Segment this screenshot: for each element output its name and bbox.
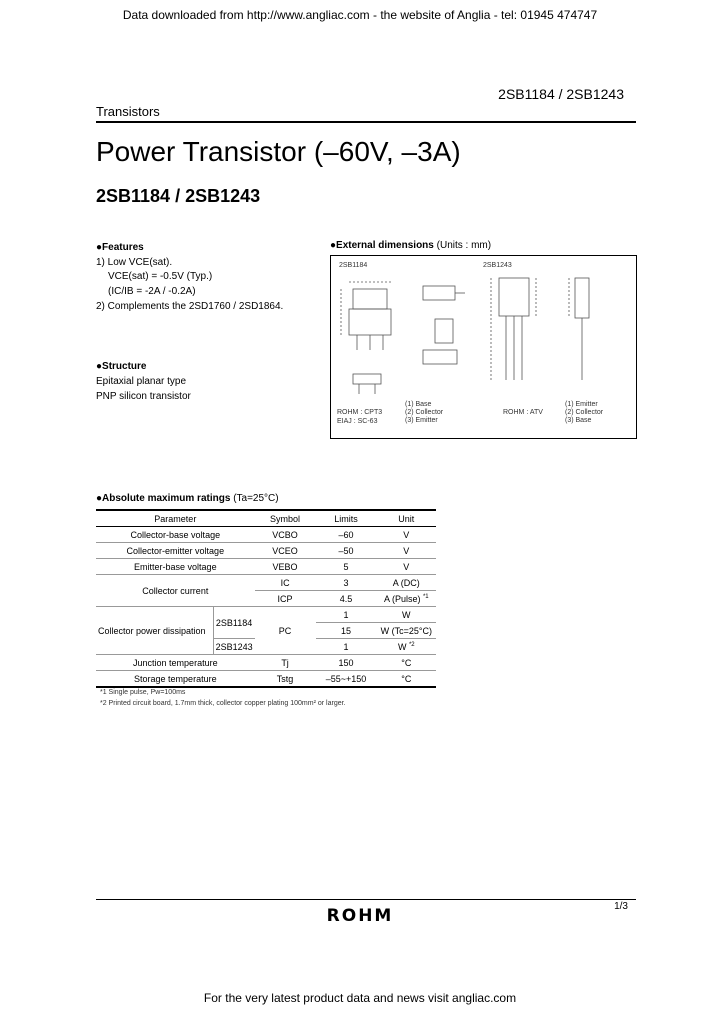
limit-cell: 15 — [316, 623, 377, 639]
unit-cell: °C — [377, 671, 436, 688]
col-unit: Unit — [377, 510, 436, 527]
table-row — [96, 559, 436, 575]
ext-right-pin-3: (3) Base — [565, 417, 592, 424]
param-cell: Storage temperature — [96, 671, 255, 688]
unit-cell: V — [377, 527, 436, 543]
structure-line-2: PNP silicon transistor — [96, 391, 191, 402]
symbol-cell: VEBO — [255, 559, 316, 575]
cpt3-tab — [353, 289, 387, 309]
atv-side-body — [575, 278, 589, 318]
unit-cell: W (Tc=25°C) — [377, 623, 436, 639]
param-cell: Collector-base voltage — [96, 527, 255, 543]
ext-left-pin-3: (3) Emitter — [405, 417, 438, 424]
unit-cell: °C — [377, 655, 436, 671]
table-row — [96, 575, 436, 591]
features-heading: ●Features — [96, 242, 144, 253]
limit-cell: –55~+150 — [316, 671, 377, 688]
ratings-condition: (Ta=25°C) — [233, 493, 279, 504]
external-dimensions-heading — [330, 240, 491, 251]
structure-line-1: Epitaxial planar type — [96, 376, 187, 387]
features-line-1: 1) Low VCE(sat). — [96, 257, 173, 268]
param-cell: Junction temperature — [96, 655, 255, 671]
footnote-marker: *2 — [408, 641, 415, 648]
limit-cell: 5 — [316, 559, 377, 575]
bottom-note: For the very latest product data and news visit angliac.com — [203, 991, 517, 1005]
ext-left-part: 2SB1184 — [339, 262, 368, 269]
footnote-2: *2 Printed circuit board, 1.7mm thick, collector copper plating 100mm² or larger. — [100, 700, 346, 707]
limit-cell: 3 — [316, 575, 377, 591]
external-units: (Units : mm) — [436, 240, 492, 251]
unit-text: W — [397, 641, 407, 652]
limit-cell: 1 — [316, 607, 377, 623]
atv-body — [499, 278, 529, 316]
page-title: Power Transistor (–60V, –3A) — [96, 136, 461, 167]
ext-left-pin-1: (1) Base — [405, 401, 432, 408]
cpt3-side-body — [435, 319, 453, 343]
footnote-1: *1 Single pulse, Pw=100ms — [100, 689, 186, 696]
symbol-cell: ICP — [255, 591, 316, 607]
structure-heading: ●Structure — [96, 361, 147, 372]
table-row — [96, 607, 436, 623]
header-part-numbers: 2SB1184 / 2SB1243 — [498, 86, 624, 102]
col-limits: Limits — [316, 510, 377, 527]
ext-left-pin-2: (2) Collector — [405, 409, 444, 416]
header-rule — [96, 121, 636, 123]
symbol-cell: VCBO — [255, 527, 316, 543]
unit-text: A (Pulse) — [383, 593, 421, 604]
unit-cell: V — [377, 543, 436, 559]
table-row — [96, 527, 436, 543]
cpt3-body — [349, 309, 391, 335]
ext-right-pin-1: (1) Emitter — [565, 401, 598, 408]
ext-right-pin-2: (2) Collector — [565, 409, 604, 416]
table-row — [96, 671, 436, 688]
col-symbol: Symbol — [255, 510, 316, 527]
ext-right-part: 2SB1243 — [483, 262, 512, 269]
cpt3-side-tab — [423, 286, 455, 300]
symbol-cell: Tj — [255, 655, 316, 671]
part-cell: 2SB1184 — [213, 607, 255, 639]
table-row — [96, 655, 436, 671]
param-cell: Collector power dissipation — [96, 607, 213, 655]
download-note: Data downloaded from http://www.angliac.com - the website of Anglia - tel: 01945 474747 — [122, 8, 598, 22]
ext-left-pkg-rohm: ROHM : CPT3 — [337, 409, 383, 416]
unit-cell — [377, 639, 436, 655]
ratings-heading — [96, 493, 279, 504]
symbol-cell: Tstg — [255, 671, 316, 688]
cpt3-end-view — [353, 374, 381, 384]
footer-rule — [96, 899, 636, 900]
limit-cell: 4.5 — [316, 591, 377, 607]
unit-cell: W — [377, 607, 436, 623]
section-label: Transistors — [96, 104, 160, 119]
page-subtitle: 2SB1184 / 2SB1243 — [96, 186, 261, 206]
param-cell: Emitter-base voltage — [96, 559, 255, 575]
ratings-table — [96, 509, 436, 688]
ratings-heading-text: ●Absolute maximum ratings — [96, 493, 231, 504]
limit-cell: 150 — [316, 655, 377, 671]
unit-cell: V — [377, 559, 436, 575]
footnote-marker: *1 — [422, 593, 429, 600]
limit-cell: –60 — [316, 527, 377, 543]
unit-cell — [377, 591, 436, 607]
part-cell: 2SB1243 — [213, 639, 255, 655]
features-line-4: 2) Complements the 2SD1760 / 2SD1864. — [96, 301, 284, 312]
limit-cell: –50 — [316, 543, 377, 559]
external-dimensions-drawing — [330, 255, 637, 439]
table-row — [96, 543, 436, 559]
symbol-cell: PC — [255, 607, 316, 655]
ext-left-pkg-eiaj: EIAJ : SC-63 — [337, 418, 378, 425]
unit-cell: A (DC) — [377, 575, 436, 591]
features-line-2: VCE(sat) = -0.5V (Typ.) — [108, 271, 213, 282]
ratings-header-row — [96, 510, 436, 527]
col-parameter: Parameter — [96, 510, 255, 527]
cpt3-footprint — [423, 350, 457, 364]
symbol-cell: VCEO — [255, 543, 316, 559]
param-cell: Collector current — [96, 575, 255, 607]
param-cell: Collector-emitter voltage — [96, 543, 255, 559]
symbol-cell: IC — [255, 575, 316, 591]
features-line-3: (IC/IB = -2A / -0.2A) — [108, 286, 196, 297]
rohm-logo: ROHM — [326, 906, 394, 926]
limit-cell: 1 — [316, 639, 377, 655]
external-heading-text: ●External dimensions — [330, 240, 434, 251]
page-number: 1/3 — [614, 901, 628, 912]
ext-right-pkg: ROHM : ATV — [503, 409, 543, 416]
